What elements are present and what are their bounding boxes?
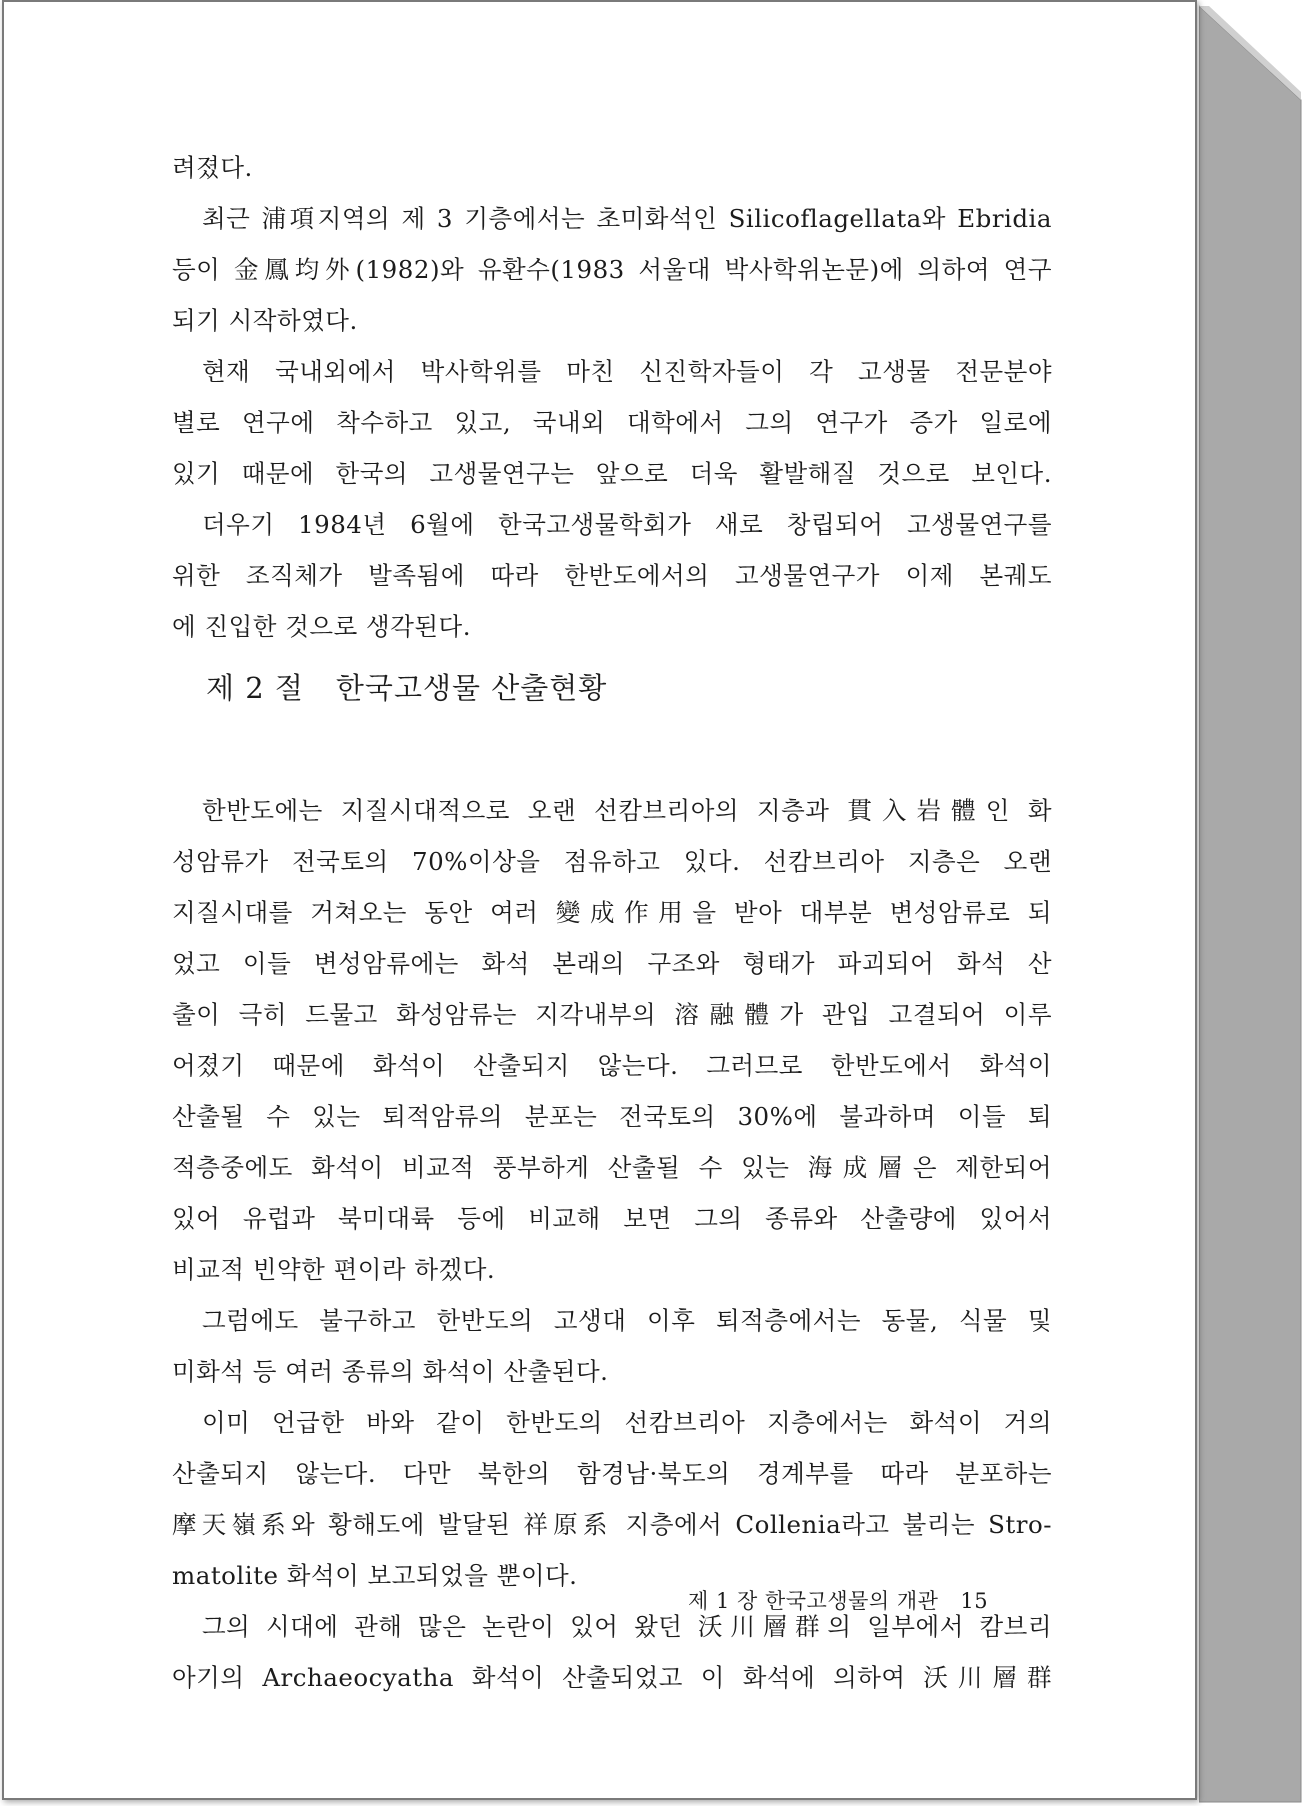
text-line: 려졌다. <box>172 153 253 182</box>
text-line: 摩天嶺系와 황해도에 발달된 祥原系 지층에서 Collenia라고 불리는 Stro- <box>172 1510 1052 1539</box>
text-line: 최근 浦項지역의 제 3 기층에서는 초미화석인 Silicoflagellata와 Ebridia <box>202 204 1052 233</box>
text-line: 별로 연구에 착수하고 있고, 국내외 대학에서 그의 연구가 증가 일로에 <box>172 408 1052 437</box>
section-number: 제 2 절 <box>206 671 304 705</box>
text-line: 성암류가 전국토의 70%이상을 점유하고 있다. 선캄브리아 지층은 오랜 <box>172 847 1052 876</box>
text-line: 현재 국내외에서 박사학위를 마친 신진학자들이 각 고생물 전문분야 <box>202 357 1052 386</box>
text-line: 되기 시작하였다. <box>172 306 358 335</box>
text-line: 아기의 Archaeocyatha 화석이 산출되었고 이 화석에 의하여 沃川層群 <box>172 1663 1052 1692</box>
text-line: 에 진입한 것으로 생각된다. <box>172 612 471 641</box>
book-edge <box>1199 0 1303 1806</box>
text-line: 더우기 1984년 6월에 한국고생물학회가 새로 창립되어 고생물연구를 <box>202 510 1052 539</box>
text-line: 그럼에도 불구하고 한반도의 고생대 이후 퇴적층에서는 동물, 식물 및 <box>202 1306 1052 1335</box>
text-line: 위한 조직체가 발족됨에 따라 한반도에서의 고생물연구가 이제 본궤도 <box>172 561 1052 590</box>
text-line: matolite 화석이 보고되었을 뿐이다. <box>172 1561 578 1590</box>
text-line: 출이 극히 드물고 화성암류는 지각내부의 溶融體가 관입 고결되어 이루 <box>172 1000 1052 1029</box>
text-line: 있어 유럽과 북미대륙 등에 비교해 보면 그의 종류와 산출량에 있어서 <box>172 1204 1052 1233</box>
text-line: 적층중에도 화석이 비교적 풍부하게 산출될 수 있는 海成層은 제한되어 <box>172 1153 1052 1182</box>
text-line: 었고 이들 변성암류에는 화석 본래의 구조와 형태가 파괴되어 화석 산 <box>172 949 1052 978</box>
text-line: 등이 金鳳均外(1982)와 유환수(1983 서울대 박사학위논문)에 의하여 연구 <box>172 255 1052 284</box>
text-line: 있기 때문에 한국의 고생물연구는 앞으로 더욱 활발해질 것으로 보인다. <box>172 459 1052 488</box>
book-page <box>2 0 1197 1800</box>
text-line: 그의 시대에 관해 많은 논란이 있어 왔던 沃川層群의 일부에서 캄브리 <box>202 1612 1052 1641</box>
text-line: 미화석 등 여러 종류의 화석이 산출된다. <box>172 1357 609 1386</box>
page-number: 15 <box>960 1589 989 1613</box>
text-line: 산출되지 않는다. 다만 북한의 함경남·북도의 경계부를 따라 분포하는 <box>172 1459 1052 1488</box>
text-line: 비교적 빈약한 편이라 하겠다. <box>172 1255 496 1284</box>
section-heading <box>206 666 607 707</box>
text-line: 지질시대를 거쳐오는 동안 여러 變成作用을 받아 대부분 변성암류로 되 <box>172 898 1052 927</box>
page-footer <box>688 1585 988 1615</box>
text-line: 어졌기 때문에 화석이 산출되지 않는다. 그러므로 한반도에서 화석이 <box>172 1051 1052 1080</box>
text-line: 이미 언급한 바와 같이 한반도의 선캄브리아 지층에서는 화석이 거의 <box>202 1408 1052 1437</box>
section-title: 한국고생물 산출현황 <box>335 671 608 705</box>
text-line: 산출될 수 있는 퇴적암류의 분포는 전국토의 30%에 불과하며 이들 퇴 <box>172 1102 1052 1131</box>
running-chapter-title: 제 1 장 한국고생물의 개관 <box>688 1589 939 1613</box>
text-line: 한반도에는 지질시대적으로 오랜 선캄브리아의 지층과 貫入岩體인 화 <box>202 796 1052 825</box>
